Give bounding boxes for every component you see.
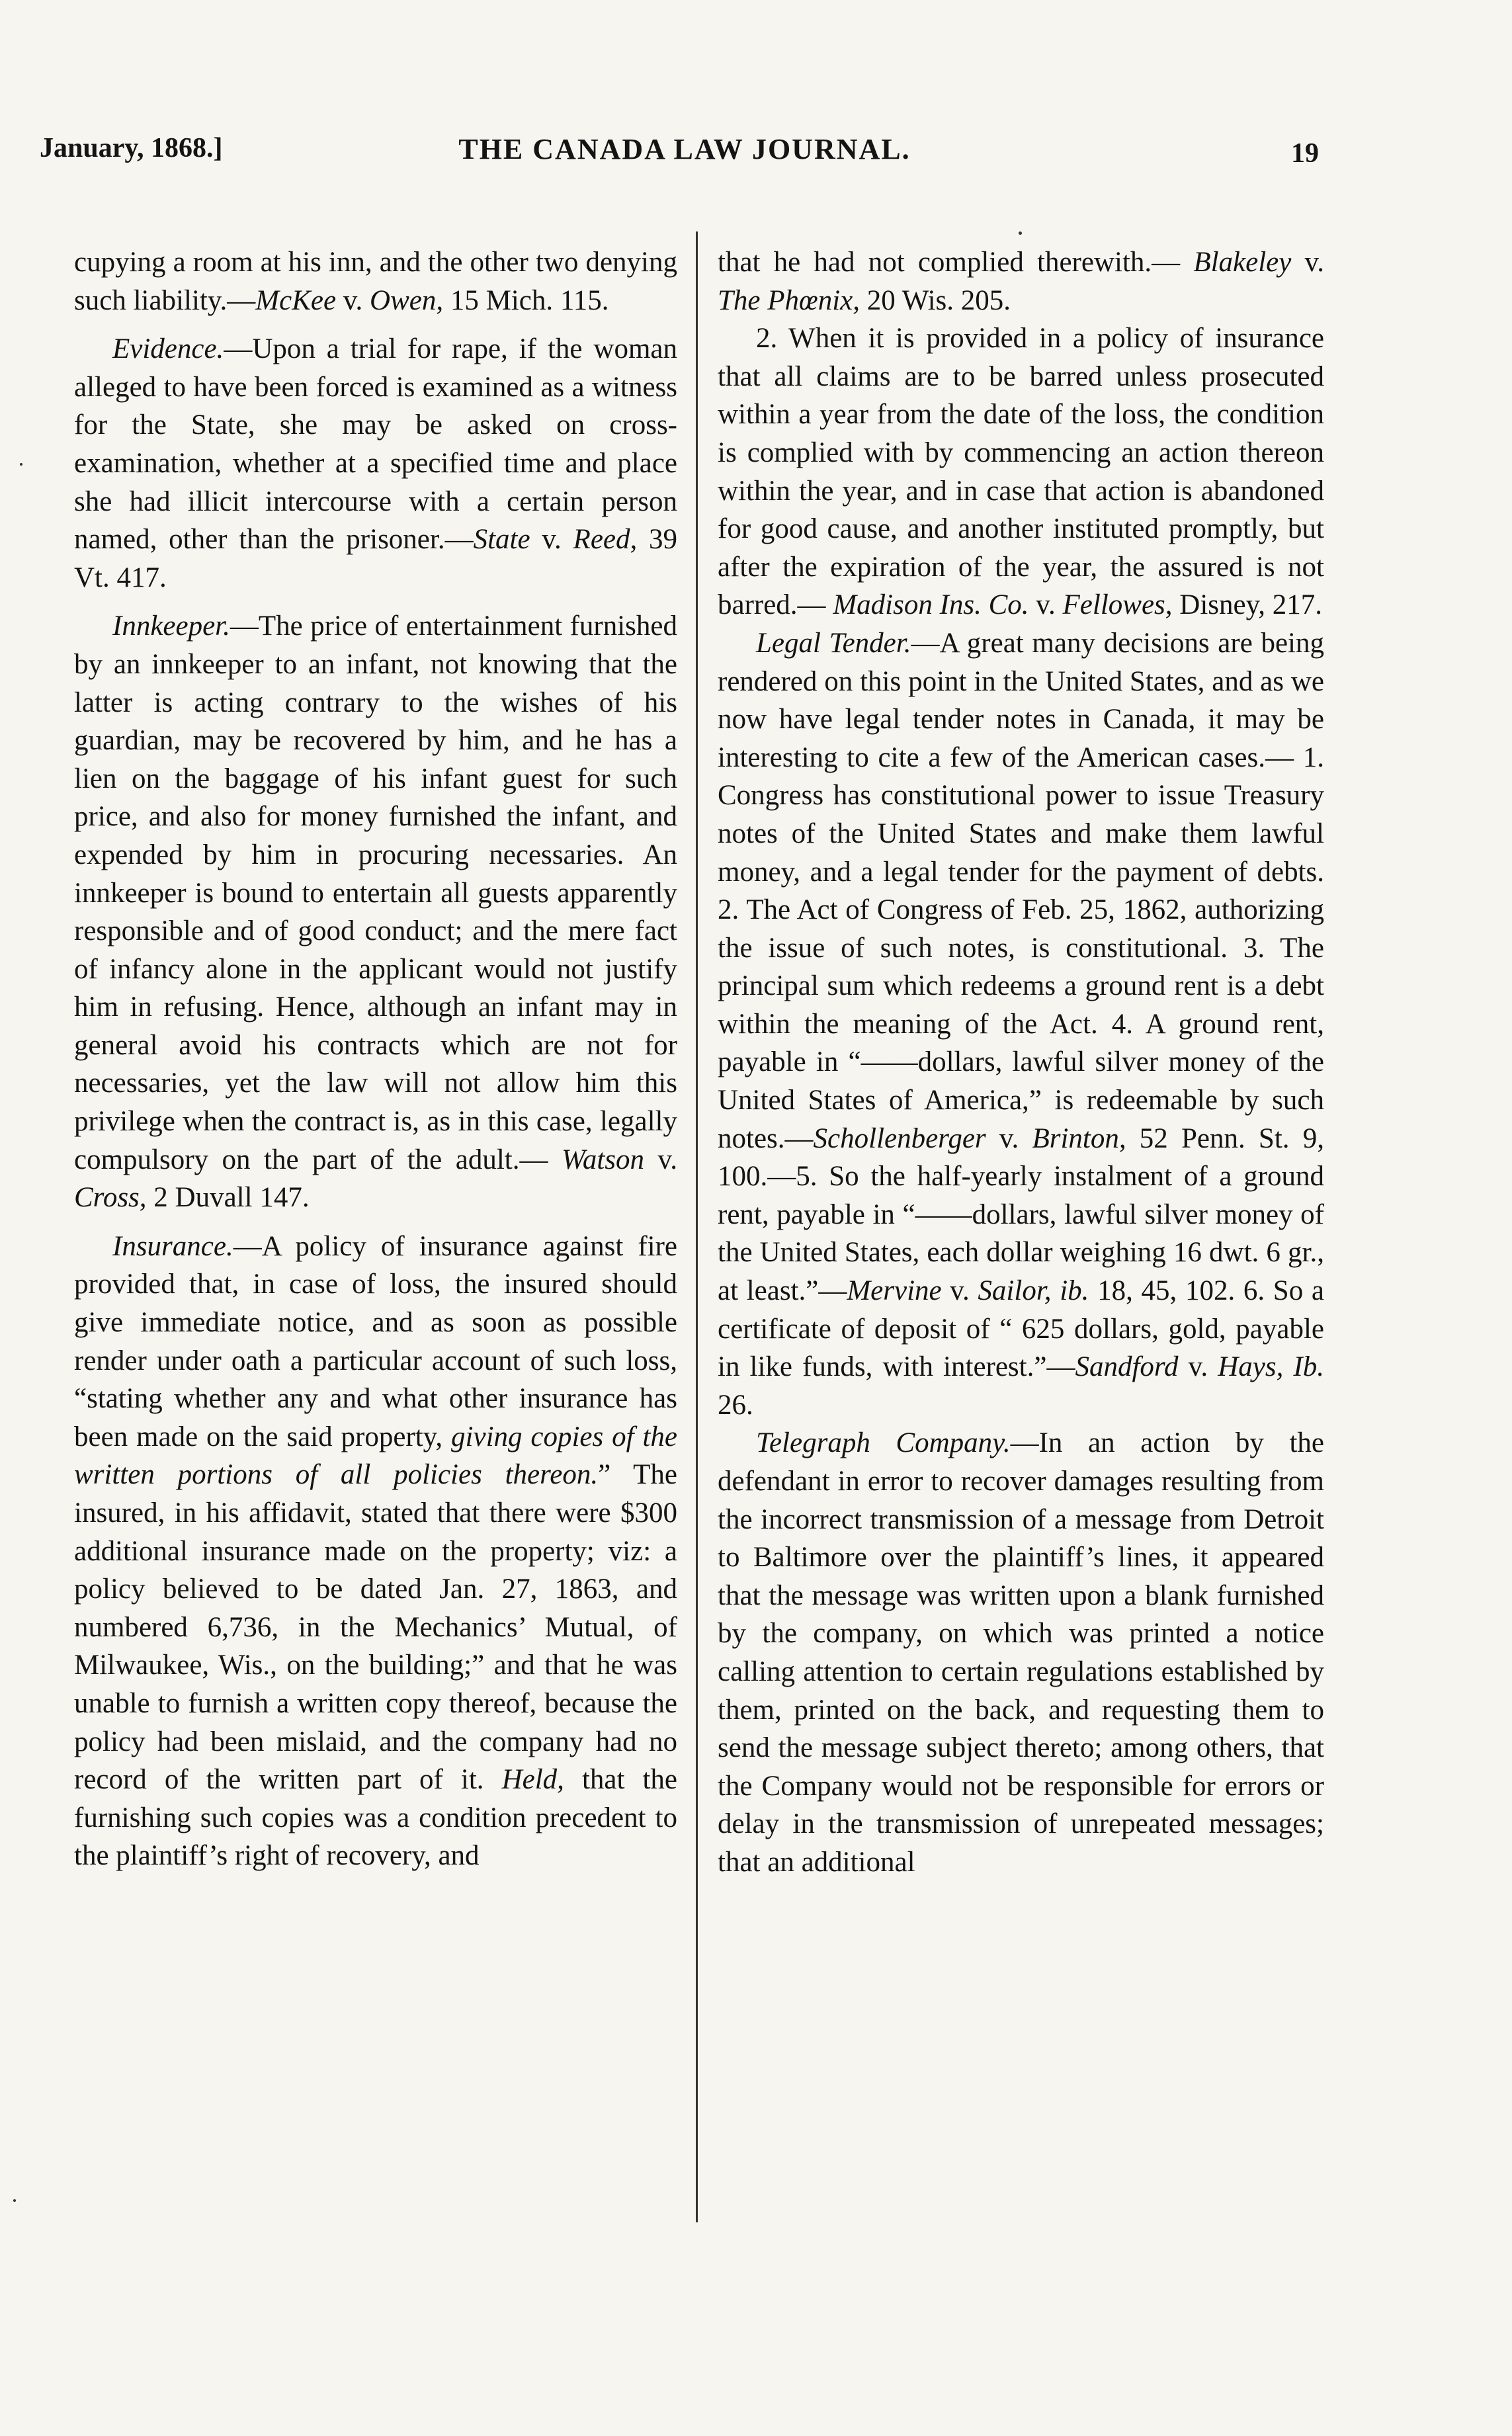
paragraph-innkeeper [74,607,677,1217]
print-speck [13,2199,16,2202]
versus: v. [336,284,370,316]
case-name: Watson [561,1144,645,1175]
paragraph-text: 52 Penn. St. 9, 100.—5. So the half-yearly instalment of a ground rent, payable in “——dollars, lawful silver money of the United States, each dollar weighing 16 dwt. 6 gr., at least.”— [718,1122,1324,1307]
paragraph-text: —The price of entertainment furnished by an innkeeper to an infant, not knowing that the latter is acting contrary to the wishes of his guardian, may be recovered by him, and he has a lien on the baggage of his infant guest for such price, and also for money furnished the infant, and expended by him in procuring necessaries. An innkeeper is bound to entertain all guests apparently responsible and of good conduct; and the mere fact of infancy alone in the applicant would not justify him in refusing. Hence, although an infant may in general avoid his contracts which are not for necessaries, yet the law will not allow him this privilege when the contract is, as in this case, legally compulsory on the part of the adult.— [74,610,677,1175]
case-name: Sandford [1075,1351,1179,1383]
left-column [74,243,677,1875]
versus: v. [1291,247,1324,278]
citation: 20 Wis. 205. [859,284,1011,316]
paragraph-legal-tender [718,624,1324,1424]
print-speck [20,463,22,466]
running-header [40,132,1329,192]
versus: v. [986,1122,1032,1154]
citation: Disney, 217. [1172,589,1323,621]
header-date: January, 1868.] [40,133,223,163]
ibid: Ib. [1283,1351,1324,1383]
versus: v. [1178,1351,1218,1383]
paragraph-text: that the furnishing such copies was a condition precedent to the plaintiff’s right of recovery, and [74,1764,677,1872]
paragraph-text: that he had not complied therewith.— [718,247,1194,278]
paragraph-innkeeper-liability-end [74,243,677,319]
case-name: Owen, [370,284,444,316]
case-name: McKee [255,284,337,316]
journal-title: THE CANADA LAW JOURNAL. [458,133,911,165]
paragraph-text: —In an action by the defendant in error to recover damages resulting from the incorrect transmission of a message from Detroit to Baltimore over the plaintiff’s lines, it appeared that the message was written upon a blank furnished by the company, on which was printed a notice calling attention to certain regulations established by them, printed on the back, and requesting them to send the message subject thereto; among others, that the Company would not be responsible for errors or delay in the transmission of unrepeated messages; that an additional [718,1427,1324,1878]
versus: v. [1029,589,1063,621]
paragraph-insurance [74,1228,677,1875]
paragraph-text: 2. When it is provided in a policy of insurance that all claims are to be barred unless prosecuted within a year from the date of the loss, the condition is complied with by commencing an action thereon within the year, and in case that action is abandoned for good cause, and another instituted promptly, but after the expiration of the year, the assured is not barred.— [718,323,1324,621]
right-column [718,243,1324,1882]
case-name: Reed, [573,524,638,556]
paragraph-text: cupying a room at his inn, and the other two denying such liability.— [74,247,677,316]
paragraph-text: —Upon a trial for rape, if the woman alleged to have been forced is examined as a witness for the State, she may be asked on cross-examination, whether at a specified time and place she had illicit intercourse with a certain person named, other than the prisoner.— [74,333,677,556]
case-name: Fellowes, [1062,589,1173,621]
case-name: Sailor, [978,1275,1052,1307]
case-name: Blakeley [1193,247,1292,278]
versus: v. [941,1275,978,1307]
case-name: State [473,524,530,556]
paragraph-telegraph-company [718,1424,1324,1881]
section-heading: Innkeeper. [112,610,230,642]
paragraph-text: ” The insured, in his affidavit, stated that there were $300 additional insurance made on the property; viz: a policy believed to be dated Jan. 27, 1863, and numbered 6,736, in the Mechanics’ Mutual, of Milwaukee, Wis., on the building;” and that he was unable to furnish a written copy thereof, because the policy had been mislaid, and the company had no record of the written part of it. [74,1459,677,1796]
case-name: Brinton, [1032,1122,1126,1154]
print-speck [1019,231,1022,235]
paragraph-text: 18, 45, 102. 6. So a certificate of deposit of “ 625 dollars, gold, payable in like funds, with interest.”— [718,1275,1324,1383]
citation: 26. [718,1389,753,1421]
page-number: 19 [1291,138,1319,169]
paragraph-evidence [74,330,677,597]
case-name: Madison Ins. Co. [833,589,1029,621]
column-divider [696,231,698,2222]
ibid: ib. [1051,1275,1089,1307]
case-name: The Phœnix, [718,284,860,316]
citation: 2 Duvall 147. [146,1182,310,1214]
case-name: Mervine [847,1275,942,1307]
held-term: Held, [501,1764,564,1796]
section-heading: Evidence. [112,333,224,365]
case-name: Cross, [74,1182,147,1214]
case-name: Hays, [1218,1351,1284,1383]
paragraph-text: —A great many decisions are being rendered on this point in the United States, and as we now have legal tender notes in Canada, it may be interesting to cite a few of the American cases.— 1. Congress has constitutional power to issue Treasury notes of the United States and make them lawful money, and a legal tender for the payment of debts. 2. The Act of Congress of Feb. 25, 1862, authorizing the issue of such notes, is constitutional. 3. The principal sum which redeems a ground rent is a debt within the meaning of the Act. 4. A ground rent, payable in “——dollars, lawful silver money of the United States of America,” is redeemable by such notes.— [718,627,1324,1154]
section-heading: Insurance. [112,1230,233,1262]
case-name: Schollenberger [813,1122,986,1154]
paragraph-insurance-limitation [718,319,1324,624]
citation: 39 Vt. 417. [74,524,677,593]
paragraph-insurance-continued [718,243,1324,319]
citation: 15 Mich. 115. [443,284,609,316]
versus: v. [530,524,573,556]
paragraph-text: —A policy of insurance against fire provided that, in case of loss, the insured should give immediate notice, and as soon as possible render under oath a particular account of such loss, “stating whether any and what other insurance has been made on the said property, [74,1230,677,1452]
section-heading: Legal Tender. [756,627,911,659]
quoted-italic-text: giving copies of the written portions of all policies thereon. [74,1421,677,1491]
versus: v. [644,1144,678,1175]
section-heading: Telegraph Company. [756,1427,1011,1459]
